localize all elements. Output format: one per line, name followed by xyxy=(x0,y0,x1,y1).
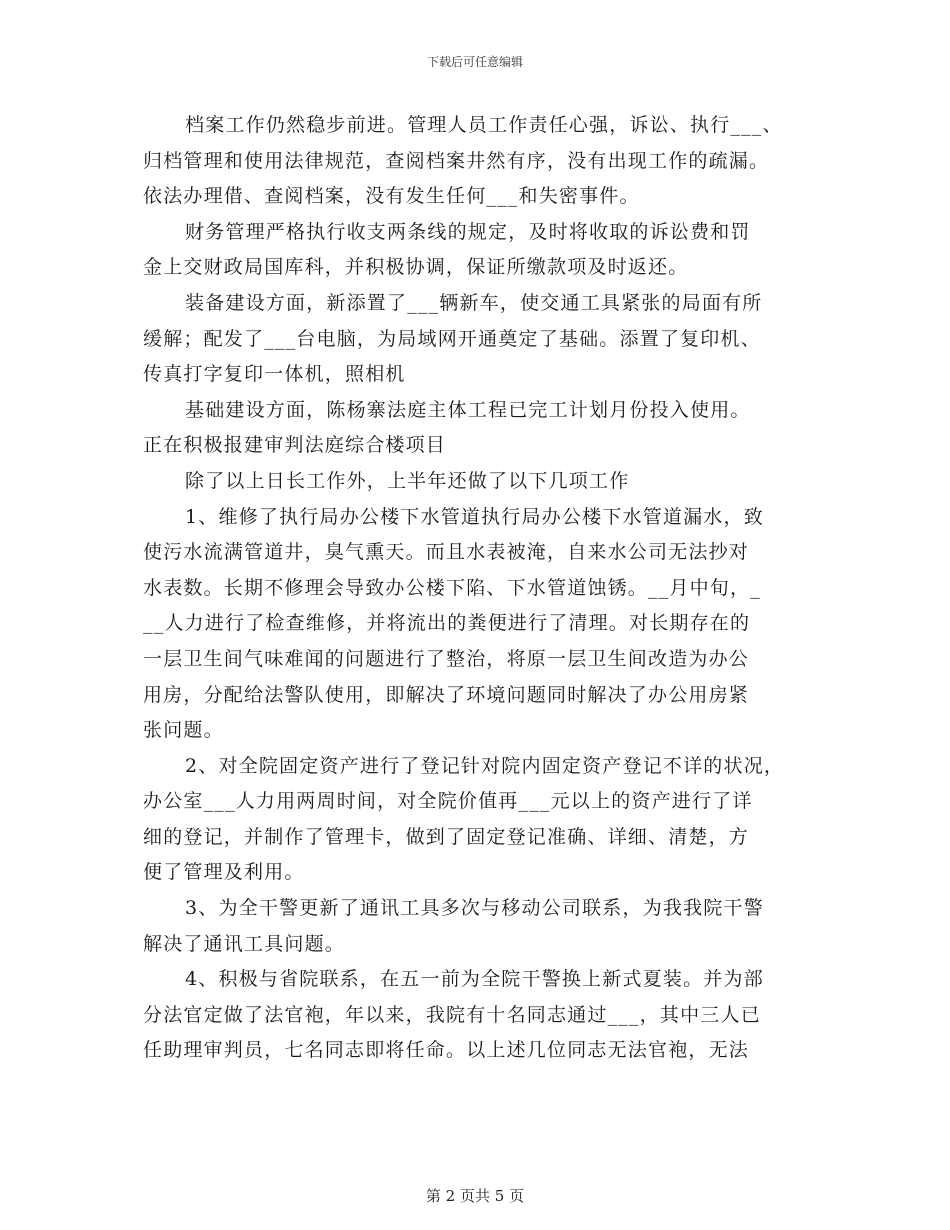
page-footer: 第 2 页共 5 页 xyxy=(425,1187,525,1205)
text-line: 一层卫生间气味难闻的问题进行了整治，将原一层卫生间改造为办公 xyxy=(143,647,750,670)
text-line: 档案工作仍然稳步前进。管理人员工作责任心强，诉讼、执行___、 xyxy=(185,114,783,136)
text-line: 归档管理和使用法律规范，查阅档案井然有序，没有出现工作的疏漏。 xyxy=(143,149,770,172)
page-header: 下载后可任意编辑 xyxy=(426,55,523,69)
text-line: 1、维修了执行局办公楼下水管道执行局办公楼下水管道漏水，致 xyxy=(185,505,764,528)
text-line: 办公室___人力用两周时间，对全院价值再___元以上的资产进行了详 xyxy=(143,790,753,813)
text-line: 解决了通讯工具问题。 xyxy=(143,932,346,955)
text-line: 装备建设方面，新添置了___辆新车，使交通工具紧张的局面有所 xyxy=(185,291,763,314)
text-line: 张问题。 xyxy=(143,719,224,742)
document-body xyxy=(143,108,813,1069)
text-line: 传真打字复印一体机，照相机 xyxy=(143,363,406,386)
text-line: 金上交财政局国库科，并积极协调，保证所缴款项及时返还。 xyxy=(143,256,689,279)
text-line: 基础建设方面，陈杨寨法庭主体工程已完工计划月份投入使用。 xyxy=(185,398,751,421)
text-line: 分法官定做了法官袍，年以来，我院有十名同志通过___，其中三人已 xyxy=(143,1003,761,1026)
text-line: 用房，分配给法警队使用，即解决了环境问题同时解决了办公用房紧 xyxy=(143,683,750,706)
text-line: 细的登记，并制作了管理卡，做到了固定登记准确、详细、清楚，方 xyxy=(143,825,750,848)
text-line: 缓解；配发了___台电脑，为局域网开通奠定了基础。添置了复印机、 xyxy=(143,327,761,350)
text-line: 财务管理严格执行收支两条线的规定，及时将收取的诉讼费和罚 xyxy=(185,220,751,243)
text-line: 便了管理及利用。 xyxy=(143,861,305,884)
text-line: __人力进行了检查维修，并将流出的粪便进行了清理。对长期存在的 xyxy=(143,612,751,635)
text-line: 2、对全院固定资产进行了登记针对院内固定资产登记不详的状况， xyxy=(185,754,785,777)
text-line: 使污水流满管道井，臭气熏天。而且水表被淹，自来水公司无法抄对 xyxy=(143,541,750,564)
text-line: 任助理审判员，七名同志即将任命。以上述几位同志无法官袍，无法 xyxy=(143,1039,750,1062)
text-line: 正在积极报建审判法庭综合楼项目 xyxy=(143,434,447,457)
text-line: 除了以上日长工作外，上半年还做了以下几项工作 xyxy=(185,469,630,492)
text-line: 4、积极与省院联系，在五一前为全院干警换上新式夏装。并为部 xyxy=(185,968,764,991)
text-line: 水表数。长期不修理会导致办公楼下陷、下水管道蚀锈。__月中旬，_ xyxy=(143,576,761,599)
text-line: 3、为全干警更新了通讯工具多次与移动公司联系，为我我院干警 xyxy=(185,897,764,920)
text-line: 依法办理借、查阅档案，没有发生任何___和失密事件。 xyxy=(143,185,640,208)
